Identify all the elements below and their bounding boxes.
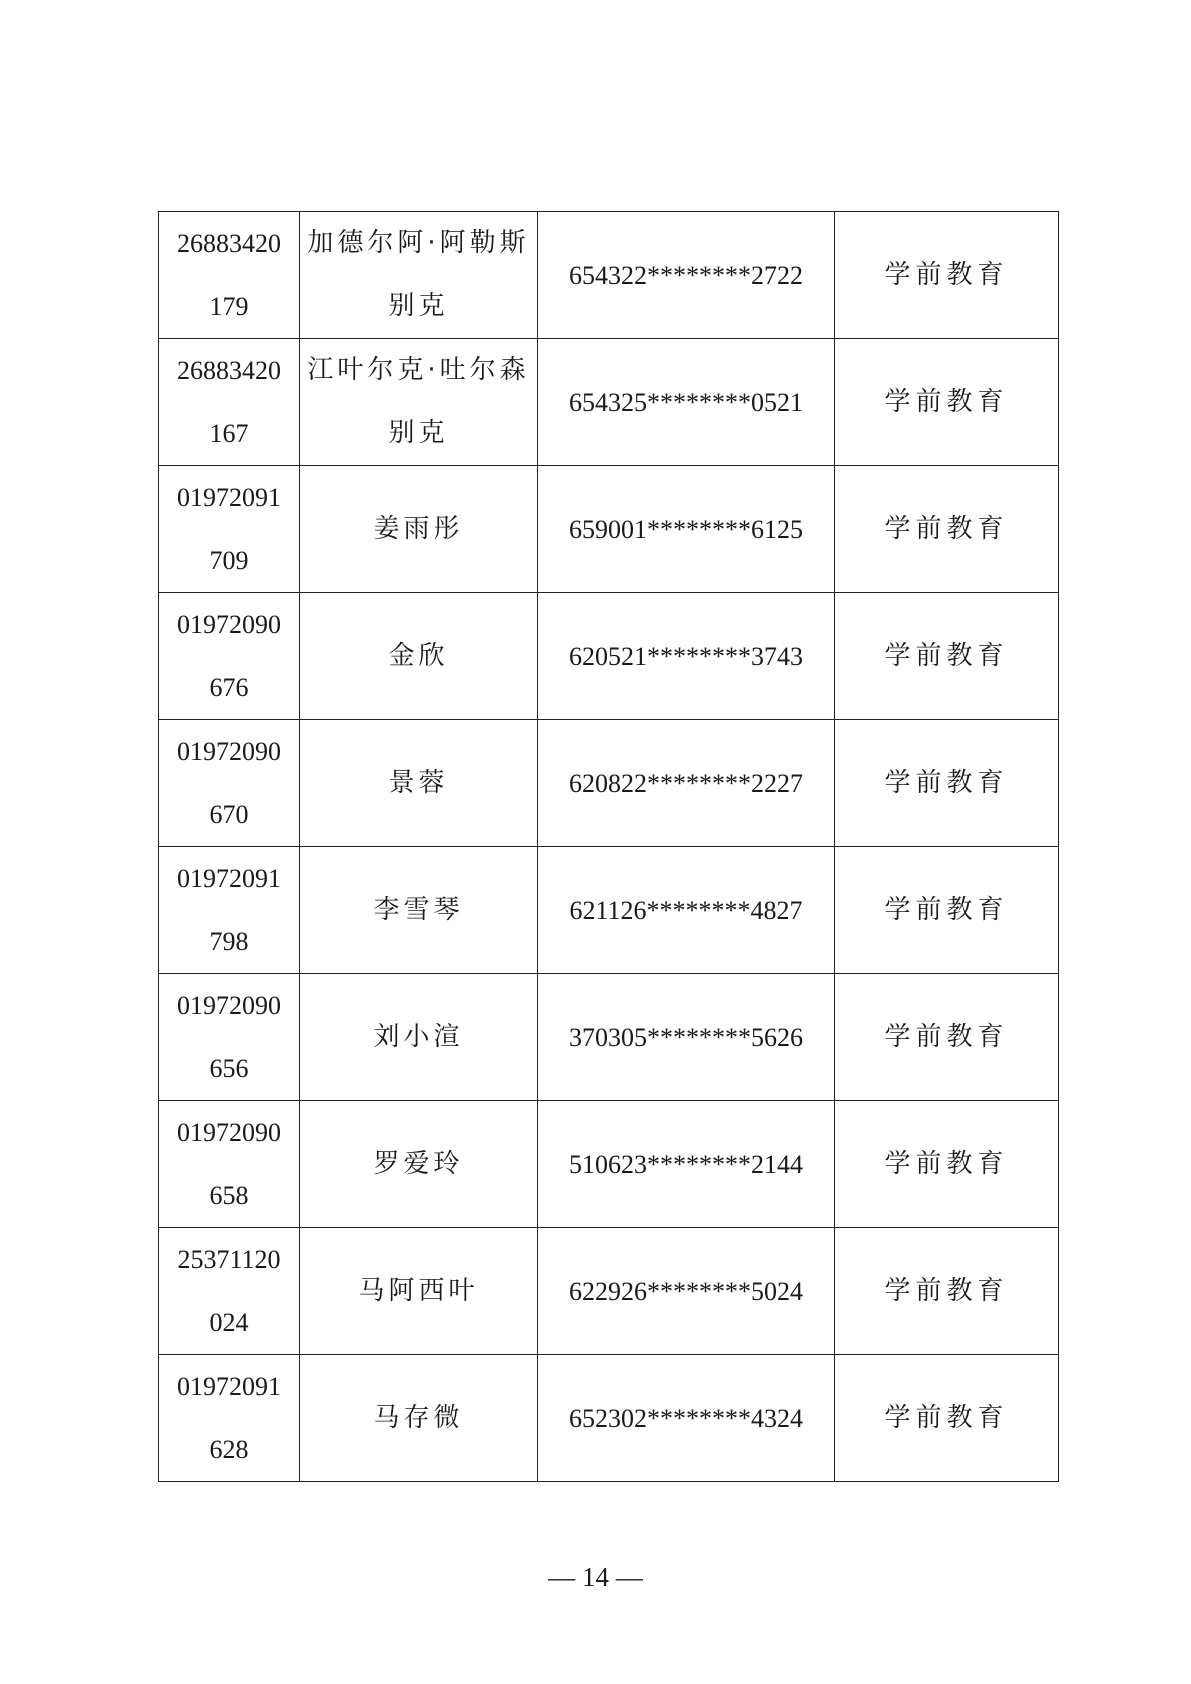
major-cell: 学前教育 xyxy=(835,720,1059,847)
table-row xyxy=(159,1228,1059,1355)
name-cell: 金欣 xyxy=(300,593,538,720)
table-row xyxy=(159,466,1059,593)
exam-number-cell: 25371120 024 xyxy=(159,1228,300,1355)
table-row xyxy=(159,339,1059,466)
exam-number-cell: 01972090 658 xyxy=(159,1101,300,1228)
table-row xyxy=(159,974,1059,1101)
exam-number-cell: 01972090 676 xyxy=(159,593,300,720)
table-row xyxy=(159,1101,1059,1228)
exam-number-cell: 01972090 670 xyxy=(159,720,300,847)
id-card-cell: 622926********5024 xyxy=(538,1228,835,1355)
major-cell: 学前教育 xyxy=(835,212,1059,339)
id-card-cell: 620822********2227 xyxy=(538,720,835,847)
exam-number-cell: 01972091 628 xyxy=(159,1355,300,1482)
table-row xyxy=(159,1355,1059,1482)
page-number: — 14 — xyxy=(548,1562,643,1592)
id-card-cell: 654322********2722 xyxy=(538,212,835,339)
name-cell: 李雪琴 xyxy=(300,847,538,974)
major-cell: 学前教育 xyxy=(835,1355,1059,1482)
table-row xyxy=(159,847,1059,974)
exam-number-cell: 26883420 167 xyxy=(159,339,300,466)
table-row xyxy=(159,593,1059,720)
major-cell: 学前教育 xyxy=(835,1228,1059,1355)
major-cell: 学前教育 xyxy=(835,847,1059,974)
major-cell: 学前教育 xyxy=(835,593,1059,720)
id-card-cell: 652302********4324 xyxy=(538,1355,835,1482)
id-card-cell: 654325********0521 xyxy=(538,339,835,466)
name-cell: 刘小渲 xyxy=(300,974,538,1101)
id-card-cell: 659001********6125 xyxy=(538,466,835,593)
exam-number-cell: 01972091 709 xyxy=(159,466,300,593)
name-cell: 江叶尔克·吐尔森 别克 xyxy=(300,339,538,466)
table-row xyxy=(159,212,1059,339)
exam-number-cell: 26883420 179 xyxy=(159,212,300,339)
major-cell: 学前教育 xyxy=(835,974,1059,1101)
id-card-cell: 621126********4827 xyxy=(538,847,835,974)
major-cell: 学前教育 xyxy=(835,466,1059,593)
name-cell: 景蓉 xyxy=(300,720,538,847)
major-cell: 学前教育 xyxy=(835,339,1059,466)
exam-number-cell: 01972091 798 xyxy=(159,847,300,974)
name-cell: 罗爱玲 xyxy=(300,1101,538,1228)
id-card-cell: 510623********2144 xyxy=(538,1101,835,1228)
name-cell: 加德尔阿·阿勒斯 别克 xyxy=(300,212,538,339)
name-cell: 马阿西叶 xyxy=(300,1228,538,1355)
roster-table xyxy=(158,211,1059,1482)
exam-number-cell: 01972090 656 xyxy=(159,974,300,1101)
name-cell: 姜雨彤 xyxy=(300,466,538,593)
id-card-cell: 370305********5626 xyxy=(538,974,835,1101)
table-row xyxy=(159,720,1059,847)
major-cell: 学前教育 xyxy=(835,1101,1059,1228)
id-card-cell: 620521********3743 xyxy=(538,593,835,720)
name-cell: 马存微 xyxy=(300,1355,538,1482)
